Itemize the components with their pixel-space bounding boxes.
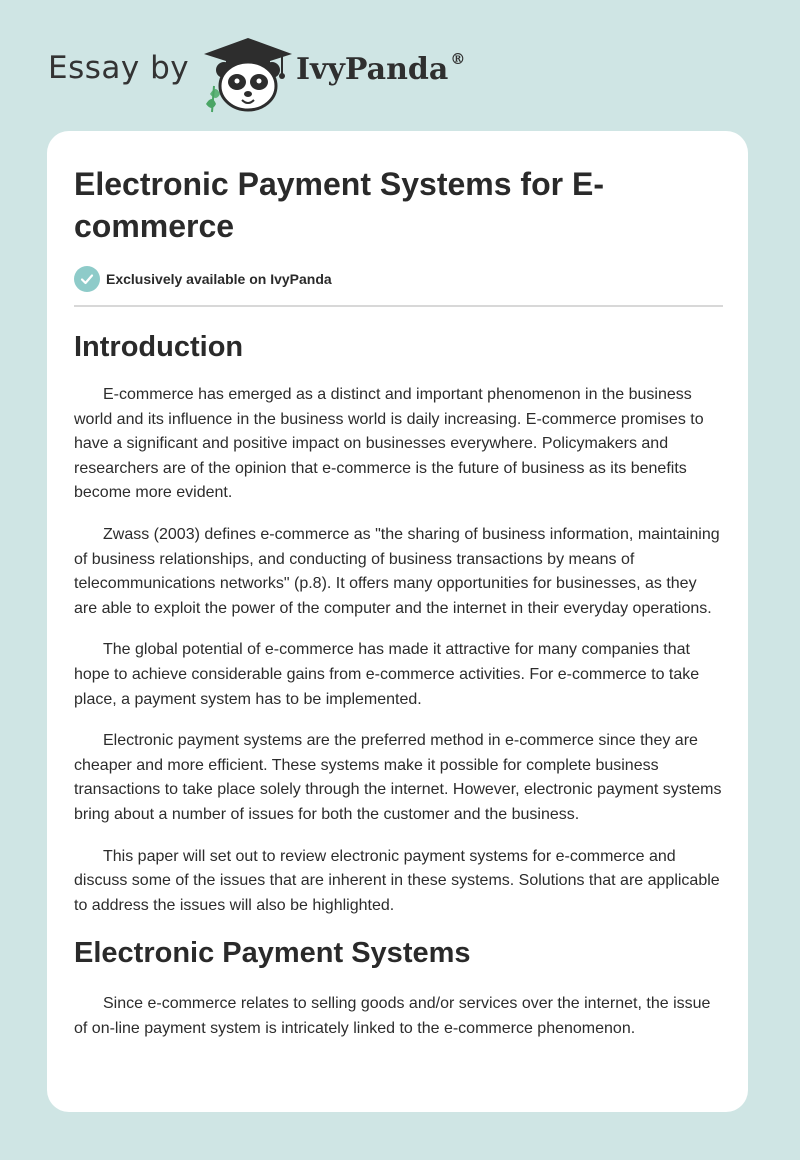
paragraph: E-commerce has emerged as a distinct and important phenomenon in the business world and its influence in the business world is daily increasing. E-commerce promises to have a significant and positive impact on businesses everywhere. Policymakers and researchers are of the opinion that e-commerce is the future of business as its benefits become more evident.: [74, 386, 704, 502]
essay-card: [47, 131, 748, 1112]
paragraph: Electronic payment systems are the preferred method in e-commerce since they are cheaper and more efficient. These systems make it possible for complete business transactions to take place solely through the internet. However, electronic payment systems bring about a number of issues for both the customer and the business.: [74, 732, 722, 823]
registered-mark: ®: [450, 50, 466, 68]
exclusive-badge: [74, 265, 723, 293]
paragraph: Zwass (2003) defines e-commerce as "the sharing of business information, maintaining of business relationships, and conducting of business transactions by means of telecommunications networks" (p.8). It offers many opportunities for businesses, as they are able to exploit the power of the computer and the internet in their everyday operations.: [74, 525, 720, 617]
section-heading-introduction: Introduction: [74, 331, 244, 363]
site-header: [48, 34, 528, 114]
panda-graduate-icon[interactable]: [200, 34, 296, 114]
paragraph: This paper will set out to review electronic payment systems for e-commerce and discuss some of the issues that are inherent in these systems. Solutions that are applicable to address the issues will also be highlighted.: [74, 847, 720, 914]
check-icon: [74, 266, 100, 292]
paragraph: The global potential of e-commerce has made it attractive for many companies that hope to achieve considerable gains from e-commerce activities. For e-commerce to take place, a payment system has to be implemented.: [74, 641, 700, 708]
page-title: Electronic Payment Systems for E-commerce: [74, 166, 604, 244]
exclusive-label: Exclusively available on IvyPanda: [106, 271, 332, 287]
essay-content: [74, 163, 723, 1041]
essay-by-label: Essay by: [48, 50, 190, 86]
divider: [74, 305, 723, 307]
paragraph: Since e-commerce relates to selling goods and/or services over the internet, the issue of on-line payment system is intricately linked to the e-commerce phenomenon.: [74, 995, 711, 1037]
brand-name[interactable]: [296, 52, 465, 87]
section-heading-electronic-payment-systems: Electronic Payment Systems: [74, 937, 471, 970]
brand-text: IvyPanda: [296, 52, 449, 87]
